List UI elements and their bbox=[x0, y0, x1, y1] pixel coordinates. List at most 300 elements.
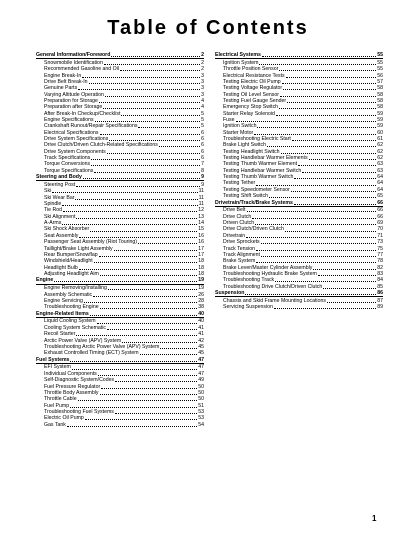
toc-entry-label: Electrical Specifications bbox=[44, 129, 99, 136]
toc-entry-label: Chassis and Skid Frame Mounting Locations bbox=[223, 297, 326, 304]
toc-entry-label: Electric Oil Pump bbox=[44, 415, 84, 422]
dot-leader bbox=[70, 361, 197, 362]
section-page-number: 47 bbox=[198, 356, 204, 363]
toc-entry-label: Testing Speedometer Sensor bbox=[223, 186, 290, 193]
toc-entry-label: Testing Shift Switch bbox=[223, 193, 268, 200]
toc-entry-label: Exhaust Controlled Timing (ECT) System bbox=[44, 350, 139, 357]
toc-entry-label: Testing Handlebar Warmer Switch bbox=[223, 167, 302, 174]
section-page-number: 86 bbox=[377, 289, 383, 296]
toc-entry-page-number: 66 bbox=[377, 207, 383, 214]
toc-entry-page-number: 28 bbox=[198, 297, 204, 304]
toc-entry-label: Ignition Switch bbox=[223, 123, 257, 130]
toc-entry-page-number: 40 bbox=[198, 318, 204, 325]
toc-entry-page-number: 63 bbox=[377, 161, 383, 168]
page-number: 1 bbox=[372, 514, 377, 523]
dot-leader bbox=[281, 153, 377, 154]
dot-leader bbox=[94, 172, 200, 173]
dot-leader bbox=[95, 121, 201, 122]
toc-entry-page-number: 65 bbox=[377, 193, 383, 200]
toc-entry-page-number: 54 bbox=[198, 421, 204, 428]
toc-entry-label: Drive System Specifications bbox=[44, 136, 109, 143]
dot-leader bbox=[138, 243, 197, 244]
toc-entry-page-number: 87 bbox=[377, 297, 383, 304]
toc-entry-page-number: 6 bbox=[201, 148, 204, 155]
dot-leader bbox=[90, 315, 197, 316]
toc-entry-label: Preparation after Storage bbox=[44, 104, 103, 111]
toc-entry-page-number: 45 bbox=[198, 350, 204, 357]
toc-entry-label: Servicing Suspension bbox=[223, 304, 273, 311]
dot-leader bbox=[115, 381, 197, 382]
toc-entry-page-number: 50 bbox=[198, 396, 204, 403]
toc-entry-label: Tie Rod bbox=[44, 207, 62, 214]
toc-entry-page-number: 62 bbox=[377, 142, 383, 149]
dot-leader bbox=[259, 64, 376, 65]
dot-leader bbox=[257, 127, 376, 128]
dot-leader bbox=[298, 165, 376, 166]
dot-leader bbox=[279, 70, 376, 71]
dot-leader bbox=[111, 56, 200, 57]
section-heading[interactable] bbox=[36, 357, 204, 364]
toc-entry-page-number: 58 bbox=[377, 91, 383, 98]
dot-leader bbox=[287, 102, 376, 103]
toc-entry-page-number: 57 bbox=[377, 78, 383, 85]
toc-entry-page-number: 71 bbox=[377, 232, 383, 239]
section-page-number: 66 bbox=[377, 199, 383, 206]
toc-entry-label: Brake System bbox=[223, 258, 256, 265]
toc-entry-label: Genuine Parts bbox=[44, 85, 78, 92]
section-heading-label: General Information/Foreword bbox=[36, 52, 111, 58]
toc-entry-label: Fuel Pressure Regulator bbox=[44, 383, 101, 390]
dot-leader bbox=[115, 413, 197, 414]
dot-leader bbox=[285, 231, 376, 232]
toc-entry-label: Spindle bbox=[44, 201, 62, 208]
dot-leader bbox=[280, 96, 376, 97]
toc-entry-label: Drive Clutch/Driven Clutch bbox=[223, 226, 284, 233]
dot-leader bbox=[91, 165, 200, 166]
dot-leader bbox=[104, 64, 200, 65]
toc-entry-page-number: 12 bbox=[198, 207, 204, 214]
toc-section-engine bbox=[36, 277, 204, 310]
toc-entry-label: Track Specifications bbox=[44, 155, 91, 162]
toc-entry-page-number: 59 bbox=[377, 123, 383, 130]
toc-entry-label: Preparation for Storage bbox=[44, 98, 98, 104]
dot-leader bbox=[246, 237, 376, 238]
dot-leader bbox=[140, 354, 198, 355]
toc-entry[interactable] bbox=[215, 304, 383, 310]
section-page-number: 55 bbox=[377, 52, 383, 58]
toc-entry-label: Varying Altitude Operation bbox=[44, 91, 104, 98]
toc-entry-page-number: 61 bbox=[377, 136, 383, 143]
section-heading[interactable] bbox=[215, 200, 383, 207]
toc-entry-label: Recoil Starter bbox=[44, 331, 76, 338]
toc-entry-page-number: 63 bbox=[377, 167, 383, 174]
toc-entry-label: Torque Specifications bbox=[44, 167, 94, 174]
toc-right-column bbox=[215, 52, 383, 311]
toc-entry-label: Fuse bbox=[223, 117, 235, 124]
section-heading-label: Engine bbox=[36, 277, 54, 284]
toc-entry-label: Liquid Cooling System bbox=[44, 318, 96, 325]
dot-leader bbox=[100, 394, 198, 395]
toc-entry-label: Cooling System Schematic bbox=[44, 324, 106, 331]
dot-leader bbox=[105, 96, 200, 97]
section-heading-label: Drivetrain/Track/Brake Systems bbox=[215, 199, 293, 206]
toc-entry-page-number: 60 bbox=[377, 129, 383, 136]
dot-leader bbox=[313, 269, 376, 270]
dot-leader bbox=[247, 211, 377, 212]
toc-entry-page-number: 59 bbox=[377, 110, 383, 117]
toc-section-steering-and-body bbox=[36, 174, 204, 277]
dot-leader bbox=[76, 186, 200, 187]
toc-entry-label: Starter Motor bbox=[223, 129, 254, 136]
toc-entry-label: Headlight Bulb bbox=[44, 264, 78, 271]
dot-leader bbox=[269, 197, 376, 198]
section-page-number: 19 bbox=[198, 277, 204, 284]
toc-entry-page-number: 85 bbox=[377, 283, 383, 290]
dot-leader bbox=[108, 289, 197, 290]
dot-leader bbox=[100, 134, 201, 135]
toc-entry-label: Individual Components bbox=[44, 370, 97, 377]
toc-entry-page-number: 7 bbox=[201, 161, 204, 168]
dot-leader bbox=[274, 308, 376, 309]
toc-entry-label: Taillight/Brake Light Assembly bbox=[44, 245, 113, 252]
dot-leader bbox=[82, 77, 200, 78]
toc-entry-label: Ski Wear Bar bbox=[44, 194, 75, 201]
toc-entry-page-number: 45 bbox=[198, 343, 204, 350]
dot-leader bbox=[279, 108, 376, 109]
dot-leader bbox=[256, 250, 376, 251]
toc-entry-label: Ignition System bbox=[223, 59, 259, 66]
dot-leader bbox=[107, 153, 200, 154]
toc-entry-page-number: 6 bbox=[201, 129, 204, 136]
toc-entry-page-number: 47 bbox=[198, 364, 204, 371]
toc-entry-label: Brake Lever/Master Cylinder Assembly bbox=[223, 264, 313, 271]
toc-entry-label: Engine Servicing bbox=[44, 297, 83, 304]
dot-leader bbox=[276, 115, 376, 116]
toc-entry-page-number: 78 bbox=[377, 258, 383, 265]
toc-entry-page-number: 11 bbox=[198, 194, 204, 201]
dot-leader bbox=[100, 308, 198, 309]
dot-leader bbox=[89, 83, 201, 84]
toc-entry-label: Troubleshooting Engine bbox=[44, 304, 99, 311]
toc-entry-page-number: 8 bbox=[201, 167, 204, 174]
dot-leader bbox=[252, 218, 376, 219]
toc-entry-label: Engine Removing/Installing bbox=[44, 285, 107, 292]
toc-entry-label: Self-Diagnostic System/Codes bbox=[44, 377, 115, 384]
section-heading[interactable] bbox=[36, 52, 204, 59]
toc-entry-page-number: 50 bbox=[198, 383, 204, 390]
toc-entry-label: Drive Belt Break-In bbox=[44, 78, 88, 85]
toc-entry-label: Testing Thumb Warmer Element bbox=[223, 161, 298, 168]
dot-leader bbox=[67, 426, 197, 427]
dot-leader bbox=[76, 335, 197, 336]
toc-entry-label: Electrical Resistance Tests bbox=[223, 72, 285, 79]
dot-leader bbox=[101, 388, 197, 389]
toc-entry-page-number: 41 bbox=[198, 331, 204, 338]
toc-entry-label: Adjusting Headlight Aim bbox=[44, 270, 99, 277]
dot-leader bbox=[93, 296, 197, 297]
dot-leader bbox=[100, 275, 197, 276]
toc-entry-label: Arctic Power Valve (APV) System bbox=[44, 337, 122, 344]
dot-leader bbox=[275, 281, 376, 282]
section-page-number: 40 bbox=[198, 310, 204, 317]
dot-leader bbox=[94, 262, 197, 263]
toc-entry-page-number: 59 bbox=[377, 117, 383, 124]
toc-entry-page-number: 69 bbox=[377, 220, 383, 227]
dot-leader bbox=[236, 121, 377, 122]
dot-leader bbox=[267, 146, 376, 147]
toc-entry-label: Steering Post bbox=[44, 182, 76, 189]
toc-left-column bbox=[36, 52, 204, 428]
toc-entry-page-number: 4 bbox=[201, 104, 204, 111]
dot-leader bbox=[294, 178, 376, 179]
dot-leader bbox=[121, 115, 200, 116]
toc-entry-page-number: 47 bbox=[198, 370, 204, 377]
toc-entry-label: Troubleshooting Electric Start bbox=[223, 136, 291, 143]
toc-entry-page-number: 58 bbox=[377, 98, 383, 104]
toc-section-fuel-systems bbox=[36, 357, 204, 428]
toc-entry-page-number: 13 bbox=[198, 213, 204, 220]
toc-entry-page-number: 64 bbox=[377, 174, 383, 181]
toc-entry-label: Troubleshooting Fuel Systems bbox=[44, 408, 114, 415]
toc-entry-label: Drive Clutch/Driven Clutch-Related Specifications bbox=[44, 142, 158, 149]
section-page-number: 2 bbox=[201, 52, 204, 58]
toc-section-electrical-systems bbox=[215, 52, 383, 200]
toc-entry-page-number: 18 bbox=[198, 270, 204, 277]
toc-entry-page-number: 11 bbox=[198, 188, 204, 195]
toc-entry-page-number: 62 bbox=[377, 148, 383, 155]
toc-entry-page-number: 89 bbox=[377, 304, 383, 311]
section-heading[interactable] bbox=[36, 277, 204, 284]
section-heading[interactable] bbox=[36, 311, 204, 318]
toc-entry-page-number: 66 bbox=[377, 213, 383, 220]
toc-entry-label: Troubleshooting Track bbox=[223, 277, 275, 284]
toc-entry-page-number: 53 bbox=[198, 415, 204, 422]
toc-entry-label: Drive Sprockets bbox=[223, 239, 260, 246]
toc-entry-page-number: 41 bbox=[198, 324, 204, 331]
toc-entry-label: Throttle Cable bbox=[44, 396, 77, 403]
dot-leader bbox=[160, 348, 197, 349]
toc-entry-label: Passenger Seat Assembly (Riot Touring) bbox=[44, 239, 138, 246]
section-heading[interactable] bbox=[215, 52, 383, 59]
toc-entry-page-number: 16 bbox=[198, 239, 204, 246]
dot-leader bbox=[52, 192, 197, 193]
dot-leader bbox=[98, 375, 197, 376]
dot-leader bbox=[256, 185, 376, 186]
toc-entry-label: Throttle Position Sensor bbox=[223, 66, 279, 73]
dot-leader bbox=[78, 89, 200, 90]
toc-section-drivetrain-track-brake-systems bbox=[215, 200, 383, 290]
toc-entry-label: Crankshaft Runout/Repair Specifications bbox=[44, 123, 138, 130]
dot-leader bbox=[63, 211, 197, 212]
dot-leader bbox=[138, 127, 200, 128]
toc-entry-page-number: 16 bbox=[198, 232, 204, 239]
toc-entry-page-number: 50 bbox=[198, 389, 204, 396]
dot-leader bbox=[91, 159, 200, 160]
toc-entry-page-number: 58 bbox=[377, 104, 383, 111]
toc-entry-label: Recommended Gasoline and Oil bbox=[44, 66, 119, 73]
toc-entry-page-number: 55 bbox=[377, 66, 383, 73]
dot-leader bbox=[261, 256, 376, 257]
dot-leader bbox=[286, 77, 377, 78]
toc-entry-page-number: 38 bbox=[198, 304, 204, 311]
toc-entry-page-number: 53 bbox=[198, 408, 204, 415]
toc-entry-page-number: 14 bbox=[198, 220, 204, 227]
toc-entry-label: Gas Tank bbox=[44, 421, 66, 428]
dot-leader bbox=[291, 191, 376, 192]
dot-leader bbox=[114, 250, 198, 251]
toc-entry-label: Drive Clutch bbox=[223, 213, 252, 220]
toc-entry-page-number: 3 bbox=[201, 91, 204, 98]
dot-leader bbox=[62, 224, 197, 225]
dot-leader bbox=[159, 146, 200, 147]
toc-entry-page-number: 75 bbox=[377, 245, 383, 252]
dot-leader bbox=[256, 262, 376, 263]
toc-entry-label: Ski bbox=[44, 188, 52, 195]
toc-entry-page-number: 64 bbox=[377, 180, 383, 187]
toc-entry-label: Ski Shock Absorber bbox=[44, 226, 90, 233]
toc-entry-page-number: 15 bbox=[198, 226, 204, 233]
dot-leader bbox=[97, 323, 198, 324]
toc-entry-label: Testing Electric Oil Pump bbox=[223, 78, 281, 85]
dot-leader bbox=[323, 288, 376, 289]
toc-section-engine-related-items bbox=[36, 311, 204, 357]
toc-entry-label: Brake Light Switch bbox=[223, 142, 266, 149]
toc-entry-page-number: 82 bbox=[377, 264, 383, 271]
toc-entry-page-number: 62 bbox=[377, 155, 383, 162]
toc-entry-label: Troubleshooting Drive Clutch/Driven Clutch bbox=[223, 283, 323, 290]
toc-entry-label: Throttle Body Assembly bbox=[44, 389, 99, 396]
dot-leader bbox=[54, 281, 197, 282]
toc-entry-page-number: 58 bbox=[377, 85, 383, 92]
dot-leader bbox=[62, 205, 197, 206]
dot-leader bbox=[76, 218, 197, 219]
toc-entry-label: Fuel Pump bbox=[44, 402, 70, 409]
dot-leader bbox=[72, 369, 197, 370]
dot-leader bbox=[122, 342, 197, 343]
section-heading-label: Electrical Systems bbox=[215, 52, 261, 58]
dot-leader bbox=[282, 83, 377, 84]
dot-leader bbox=[99, 102, 200, 103]
section-heading[interactable] bbox=[36, 174, 204, 181]
dot-leader bbox=[99, 256, 198, 257]
toc-entry-label: Drive System Components bbox=[44, 148, 106, 155]
dot-leader bbox=[103, 108, 200, 109]
toc-entry-page-number: 9 bbox=[201, 182, 204, 189]
toc-entry-label: Torque Conversions bbox=[44, 161, 91, 168]
dot-leader bbox=[302, 172, 376, 173]
toc-entry-page-number: 26 bbox=[198, 291, 204, 298]
dot-leader bbox=[107, 329, 197, 330]
dot-leader bbox=[83, 178, 200, 179]
toc-entry-page-number: 3 bbox=[201, 85, 204, 92]
toc-entry-page-number: 3 bbox=[201, 72, 204, 79]
toc-entry-label: Starter Relay Solenoid bbox=[223, 110, 275, 117]
section-page-number: 9 bbox=[201, 174, 204, 181]
dot-leader bbox=[84, 302, 197, 303]
dot-leader bbox=[109, 140, 200, 141]
section-heading[interactable] bbox=[215, 290, 383, 297]
toc-entry[interactable] bbox=[36, 422, 204, 428]
section-heading-label: Engine-Related Items bbox=[36, 310, 89, 317]
toc-entry-label: Rear Bumper/Snowflap bbox=[44, 251, 98, 258]
toc-entry-label: Windshield/Headlight bbox=[44, 258, 93, 265]
toc-entry-label: Seat Assembly bbox=[44, 232, 79, 239]
toc-entry-page-number: 73 bbox=[377, 239, 383, 246]
toc-entry-label: A-Arms bbox=[44, 220, 62, 227]
toc-entry-page-number: 3 bbox=[201, 78, 204, 85]
toc-entry-page-number: 64 bbox=[377, 186, 383, 193]
toc-entry-label: Testing Headlight Switch bbox=[223, 148, 280, 155]
dot-leader bbox=[261, 243, 377, 244]
dot-leader bbox=[262, 56, 376, 57]
toc-entry-label: Track Tension bbox=[223, 245, 256, 252]
toc-entry-label: Engine Specifications bbox=[44, 117, 94, 124]
toc-entry-label: Testing Voltage Regulator bbox=[223, 85, 283, 92]
toc-entry-page-number: 11 bbox=[198, 201, 204, 208]
toc-entry-label: Troubleshooting Hydraulic Brake System bbox=[223, 270, 317, 277]
dot-leader bbox=[255, 224, 376, 225]
toc-entry-label: Track Alignment bbox=[223, 251, 260, 258]
toc-entry-page-number: 5 bbox=[201, 123, 204, 130]
toc-entry-page-number: 17 bbox=[198, 251, 204, 258]
toc-entry-page-number: 5 bbox=[201, 110, 204, 117]
toc-entry-page-number: 77 bbox=[377, 251, 383, 258]
toc-entry-page-number: 84 bbox=[377, 277, 383, 284]
toc-entry-label: Driven Clutch bbox=[223, 220, 255, 227]
dot-leader bbox=[90, 231, 197, 232]
dot-leader bbox=[79, 237, 197, 238]
dot-leader bbox=[75, 199, 197, 200]
section-heading-label: Suspension bbox=[215, 289, 245, 296]
dot-leader bbox=[120, 70, 200, 71]
toc-entry-label: Engine Break-In bbox=[44, 72, 82, 79]
toc-entry-page-number: 4 bbox=[201, 98, 204, 104]
toc-entry-page-number: 83 bbox=[377, 270, 383, 277]
dot-leader bbox=[309, 159, 377, 160]
toc-entry-label: Drivetrain bbox=[223, 232, 246, 239]
toc-entry-page-number: 19 bbox=[198, 285, 204, 292]
toc-entry-label: Testing Thumb Warmer Switch bbox=[223, 174, 294, 181]
toc-entry-page-number: 51 bbox=[198, 402, 204, 409]
toc-entry-label: Assembly Schematic bbox=[44, 291, 93, 298]
dot-leader bbox=[283, 89, 376, 90]
toc-entry-label: Testing Handlebar Warmer Elements bbox=[223, 155, 308, 162]
toc-entry-page-number: 56 bbox=[377, 72, 383, 79]
toc-entry-page-number: 5 bbox=[201, 117, 204, 124]
toc-entry-label: EFI System bbox=[44, 364, 71, 371]
dot-leader bbox=[327, 302, 376, 303]
toc-entry-label: Testing Fuel Gauge Sender bbox=[223, 98, 287, 104]
toc-entry-label: Ski Alignment bbox=[44, 213, 76, 220]
dot-leader bbox=[85, 419, 197, 420]
section-heading-label: Fuel Systems bbox=[36, 356, 70, 363]
toc-section-suspension bbox=[215, 290, 383, 311]
toc-entry-page-number: 18 bbox=[198, 264, 204, 271]
toc-entry-label: After Break-In Checkup/Checklist bbox=[44, 110, 121, 117]
dot-leader bbox=[245, 294, 376, 295]
toc-entry-page-number: 70 bbox=[377, 226, 383, 233]
toc-entry-page-number: 42 bbox=[198, 337, 204, 344]
toc-entry-page-number: 2 bbox=[201, 66, 204, 73]
page-title: Table of Contents bbox=[107, 17, 309, 39]
toc-entry-page-number: 18 bbox=[198, 258, 204, 265]
toc-entry-label: Testing Oil Level Sensor bbox=[223, 91, 279, 98]
dot-leader bbox=[70, 407, 197, 408]
toc-entry-page-number: 2 bbox=[201, 59, 204, 66]
toc-entry-page-number: 6 bbox=[201, 136, 204, 143]
dot-leader bbox=[78, 400, 198, 401]
toc-entry-page-number: 17 bbox=[198, 245, 204, 252]
